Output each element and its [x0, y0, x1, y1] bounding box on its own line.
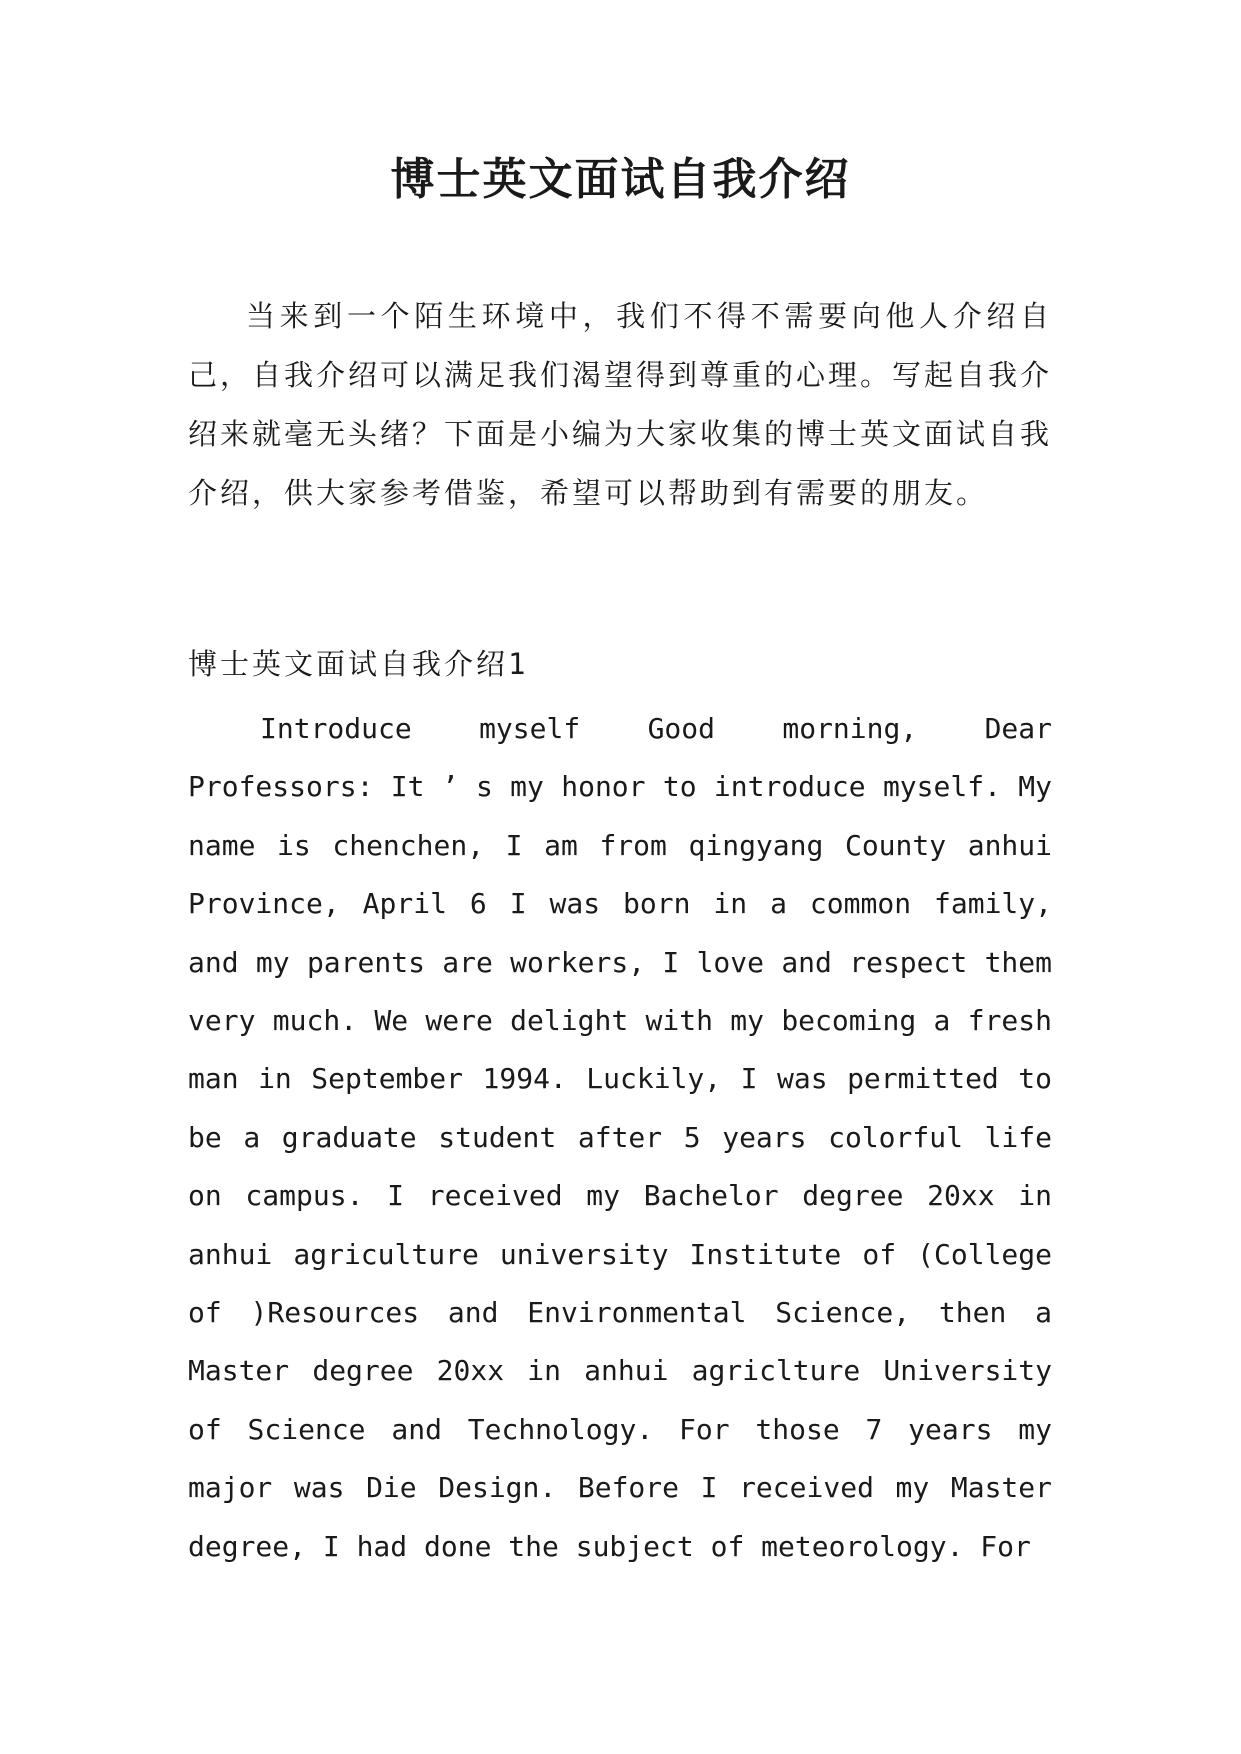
section-heading: 博士英文面试自我介绍1 [188, 647, 529, 681]
intro-paragraph: 当来到一个陌生环境中，我们不得不需要向他人介绍自己，自我介绍可以满足我们渴望得到尊重的心理。写起自我介绍来就毫无头绪？下面是小编为大家收集的博士英文面试自我介绍，供大家参考借鉴，希望可以帮助到有需要的朋友。 [188, 299, 1053, 510]
body-paragraph: Introduce myself Good morning, Dear Professors: It ’ s my honor to introduce myself. My name is chenchen, I am from qingyang County anhui Province, April 6 I was born in a common family, and my parents are workers, I love and respect them very much. We were delight with my becoming a fresh man in September 1994. Luckily, I was permitted to be a graduate student after 5 years colorful life on campus. I received my Bachelor degree 20xx in anhui agriculture university Institute of (College of )Resources and Environmental Science, then a Master degree 20xx in anhui agriclture University of Science and Technology. For those 7 years my major was Die Design. Before I received my Master degree, I had done the subject of meteorology. For [188, 712, 1052, 1563]
document-title: 博士英文面试自我介绍 [390, 154, 851, 205]
